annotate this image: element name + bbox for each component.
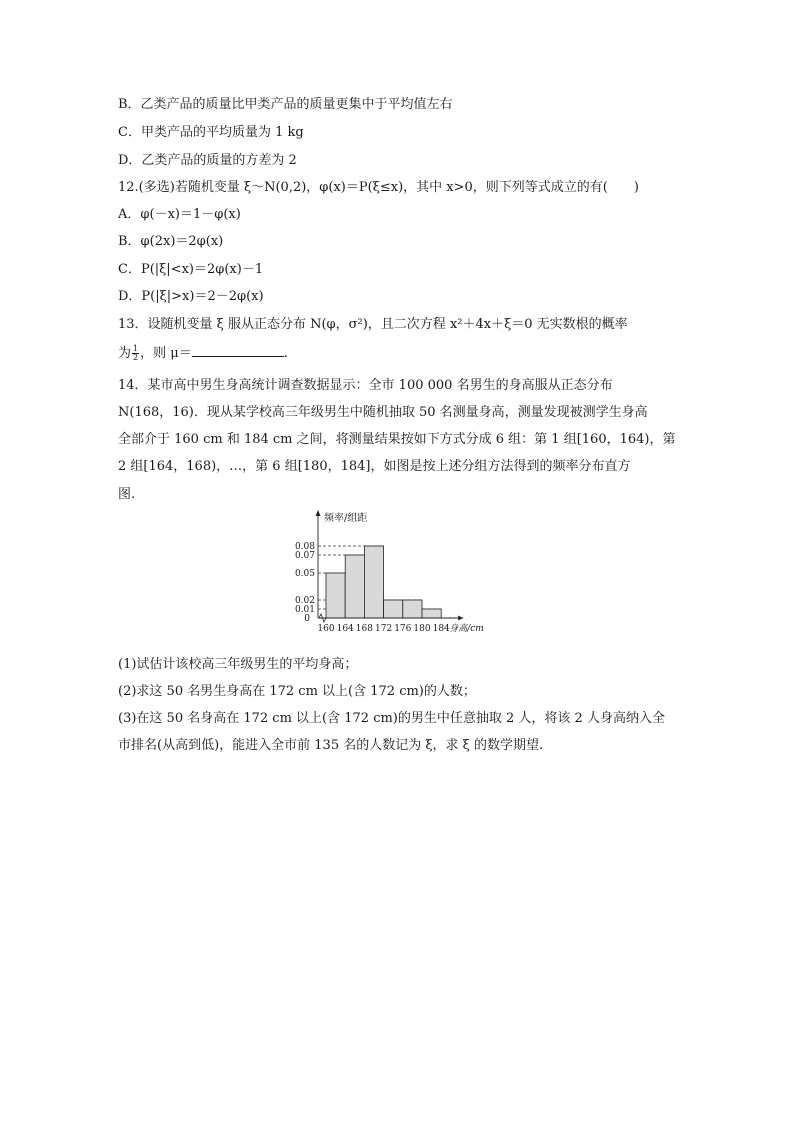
y-axis-arrow <box>316 510 321 516</box>
q12-option-a: A．φ(－x)＝1－φ(x) <box>118 207 241 222</box>
x-axis-label: 身高/cm <box>449 624 484 634</box>
q14-sub3-line1: (3)在这 50 名身高在 172 cm 以上(含 172 cm)的男生中任意抽取 2 人，将该 2 人身高纳入全 <box>118 711 665 726</box>
histogram-bar <box>403 600 422 618</box>
q13-line2 <box>118 344 288 363</box>
q13-end: . <box>283 346 288 361</box>
answer-blank[interactable] <box>192 344 284 357</box>
q14-line3: 全部介于 160 cm 和 184 cm 之间，将测量结果按如下方式分成 6 组：第 1 组[160，164)，第 <box>118 432 676 447</box>
frac-numerator: 1 <box>133 344 139 353</box>
y-tick-label: 0.02 <box>294 596 315 606</box>
q14-line5: 图. <box>118 487 136 502</box>
q12-stem: 12.(多选)若随机变量 ξ～N(0,2)，φ(x)＝P(ξ≤x)，其中 x>0，则下列等式成立的有( ) <box>118 180 639 195</box>
y-tick-label: 0.05 <box>294 569 315 579</box>
q14-sub1: (1)试估计该校高三年级男生的平均身高； <box>118 657 358 672</box>
x-tick-label: 176 <box>394 624 412 634</box>
q14-line2: N(168，16)．现从某学校高三年级男生中随机抽取 50 名测量身高，测量发现被测学生身高 <box>118 405 648 420</box>
option-c-prev: C．甲类产品的平均质量为 1 kg <box>118 125 304 140</box>
y-axis-label: 频率/组距 <box>324 513 368 524</box>
origin-label: 0 <box>304 614 310 624</box>
y-tick-label: 0.08 <box>294 542 315 552</box>
y-tick-label: 0.07 <box>294 551 315 561</box>
q13-line1: 13．设随机变量 ξ 服从正态分布 N(φ，σ²)，且二次方程 x²＋4x＋ξ＝0 无实数根的概率 <box>118 317 628 332</box>
histogram-bar <box>345 555 364 618</box>
histogram-bar <box>422 609 441 618</box>
q14-line4: 2 组[164，168)，…，第 6 组[180，184]，如图是按上述分组方法得到的频率分布直方 <box>118 459 631 474</box>
x-tick-label: 168 <box>355 624 373 634</box>
x-tick-label: 160 <box>317 624 335 634</box>
frac-denominator: 2 <box>133 353 139 362</box>
x-tick-label: 164 <box>336 624 354 634</box>
q14-sub2: (2)求这 50 名男生身高在 172 cm 以上(含 172 cm)的人数； <box>118 684 476 699</box>
x-tick-label: 180 <box>413 624 431 634</box>
q12-option-d: D．P(|ξ|>x)＝2－2φ(x) <box>118 289 264 304</box>
x-tick-label: 184 <box>432 624 450 634</box>
histogram-bar <box>364 546 383 618</box>
frequency-histogram <box>288 506 508 642</box>
q14-line1: 14．某市高中男生身高统计调查数据显示：全市 100 000 名男生的身高服从正态分布 <box>118 378 613 393</box>
fraction-one-half <box>132 345 139 362</box>
option-d-prev: D．乙类产品的质量的方差为 2 <box>118 153 297 168</box>
q14-sub3-line2: 市排名(从高到低)，能进入全市前 135 名的人数记为 ξ，求 ξ 的数学期望. <box>118 738 544 753</box>
histogram-bar <box>384 600 403 618</box>
q13-mid: ，则 μ＝ <box>140 346 192 361</box>
option-b-prev: B．乙类产品的质量比甲类产品的质量更集中于平均值左右 <box>118 97 453 112</box>
histogram-bar <box>326 573 345 618</box>
x-tick-label: 172 <box>375 624 393 634</box>
x-axis-arrow <box>458 616 463 621</box>
y-tick-label: 0.01 <box>294 605 315 615</box>
q13-prefix: 为 <box>118 346 132 361</box>
q12-option-b: B．φ(2x)＝2φ(x) <box>118 234 224 249</box>
q12-option-c: C．P(|ξ|<x)＝2φ(x)－1 <box>118 262 264 277</box>
